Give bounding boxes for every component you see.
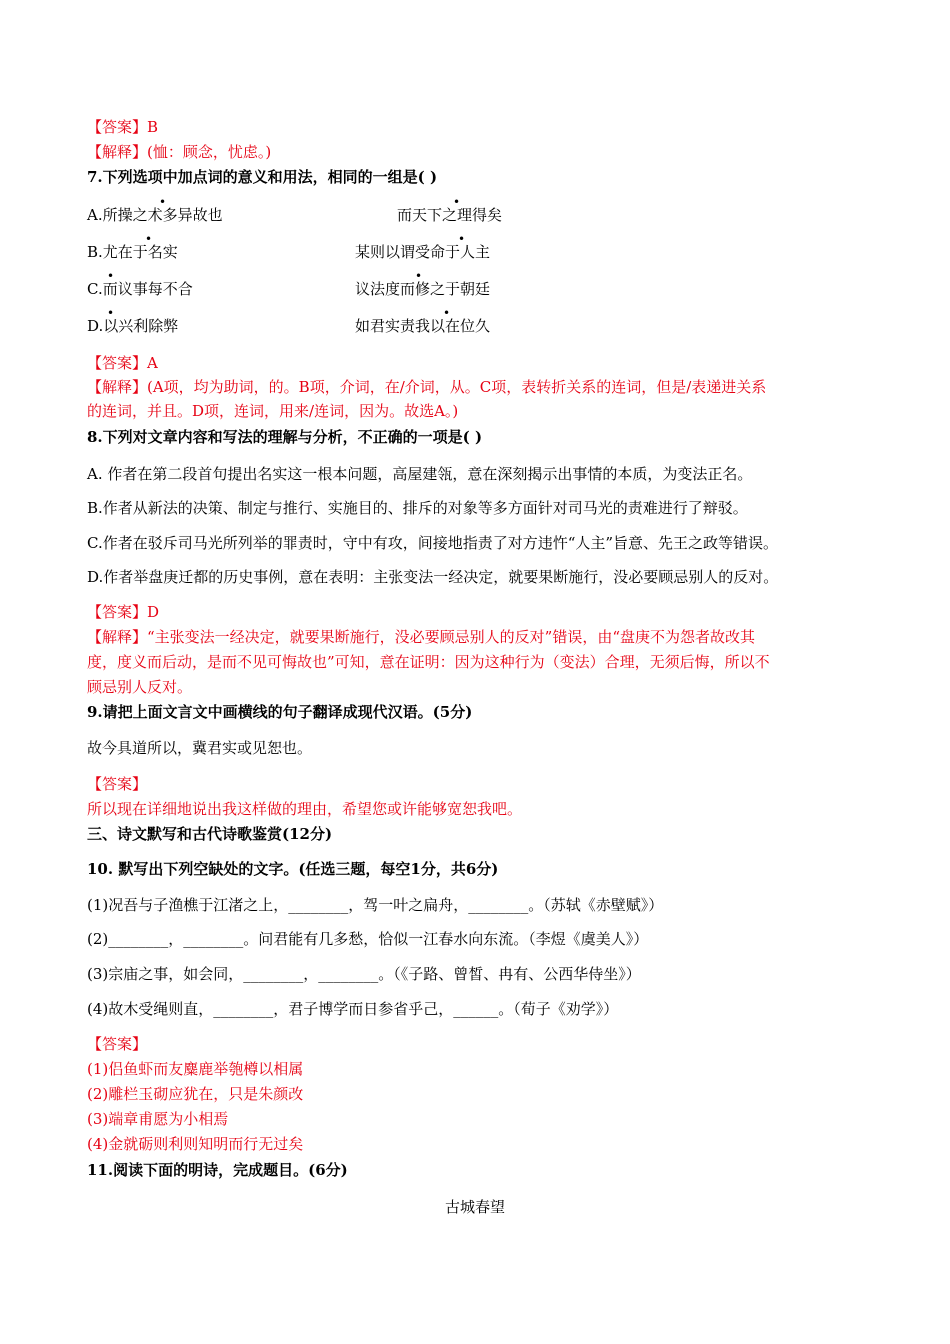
q7-option-d-left: D.以兴利除弊 [87,317,179,335]
q7-option-c-right: 议法度而修之于朝廷 [355,280,491,298]
q10-item-1: (1)况吾与子渔樵于江渚之上，________，驾一叶之扁舟，________。（苏轼《赤壁赋》） [87,896,664,914]
q8-explain-line3: 顾忌别人反对。 [87,678,193,696]
q7-option-b-right: 某则以谓受命于人主 [355,243,491,261]
section-3-heading: 三、诗文默写和古代诗歌鉴赏(12分) [87,825,333,843]
q8-explain-line2: 度，度义而后动，是而不见可悔故也”可知，意在证明：因为这种行为（变法）合理，无须后悔，所以不 [87,653,770,671]
q7-option-c-left: C.而议事每不合 [87,280,193,298]
q11-title: 11.阅读下面的明诗，完成题目。(6分) [87,1161,348,1179]
q10-title: 10. 默写出下列空缺处的文字。(任选三题，每空1分，共6分) [87,860,499,878]
q10-answer-label: 【答案】 [87,1035,148,1053]
emphasis-dot: • [107,269,115,283]
q8-explain-line1: 【解释】“主张变法一经决定，就要果断施行，没必要顾忌别人的反对”错误，由“盘庚不为怨者故改其 [87,628,756,646]
q9-answer-label: 【答案】 [87,775,148,793]
emphasis-dot: • [415,269,423,283]
q7-option-a-right: 而天下之理得矣 [397,206,503,224]
poem-title: 古城春望 [444,1198,505,1216]
q10-item-2: (2)________，________。问君能有几多愁，恰似一江春水向东流。（李煜《虞美人》） [87,930,649,948]
q10-answer-2: (2)雕栏玉砌应犹在，只是朱颜改 [87,1085,304,1103]
q10-answer-4: (4)金就砺则利则知明而行无过矣 [87,1135,304,1153]
emphasis-dot: • [145,232,153,246]
q8-option-b: B.作者从新法的决策、制定与推行、实施目的、排斥的对象等多方面针对司马光的责难进行了辩驳。 [87,499,748,517]
q7-answer: 【答案】A [87,354,158,372]
q7-explain-line2: 的连词，并且。D项，连词，用来/连词，因为。故选A。) [87,402,459,420]
q8-title: 8.下列对文章内容和写法的理解与分析，不正确的一项是( ) [87,428,483,446]
q6-explain: 【解释】(恤：顾念，忧虑。) [87,143,272,161]
q9-answer: 所以现在详细地说出我这样做的理由，希望您或许能够宽恕我吧。 [87,800,523,818]
emphasis-dot: • [453,195,461,209]
q6-answer: 【答案】B [87,118,159,136]
emphasis-dot: • [107,306,115,320]
q10-answer-3: (3)端章甫愿为小相焉 [87,1110,229,1128]
q8-option-d: D.作者举盘庚迁都的历史事例，意在表明：主张变法一经决定，就要果断施行，没必要顾忌别人的反对。 [87,568,779,586]
emphasis-dot: • [159,195,167,209]
q8-answer: 【答案】D [87,603,160,621]
q9-title: 9.请把上面文言文中画横线的句子翻译成现代汉语。(5分) [87,703,473,721]
q8-option-c: C.作者在驳斥司马光所列举的罪责时，守中有攻，间接地指责了对方违忤“人主”旨意、先王之政等错误。 [87,534,779,552]
q7-title: 7.下列选项中加点词的意义和用法，相同的一组是( ) [87,168,438,186]
q7-option-b-left: B.尤在于名实 [87,243,178,261]
q7-option-d-right: 如君实责我以在位久 [355,317,491,335]
q9-sentence: 故今具道所以，冀君实或见恕也。 [87,739,313,757]
emphasis-dot: • [443,306,451,320]
q10-item-4: (4)故木受绳则直，________，君子博学而日参省乎己，______。（荀子《劝学》） [87,1000,619,1018]
q10-answer-1: (1)侣鱼虾而友麋鹿举匏樽以相属 [87,1060,304,1078]
q8-option-a: A. 作者在第二段首句提出名实这一根本问题，高屋建瓴，意在深刻揭示出事情的本质，为变法正名。 [87,465,753,483]
q7-explain-line1: 【解释】(A项，均为助词，的。B项，介词，在/介词，从。C项，表转折关系的连词，但是/表递进关系 [87,378,767,396]
q7-option-a-left: A.所操之术多异故也 [87,206,223,224]
q10-item-3: (3)宗庙之事，如会同，________，________。（《子路、曾皙、冉有、公西华侍坐》） [87,965,641,983]
emphasis-dot: • [458,232,466,246]
